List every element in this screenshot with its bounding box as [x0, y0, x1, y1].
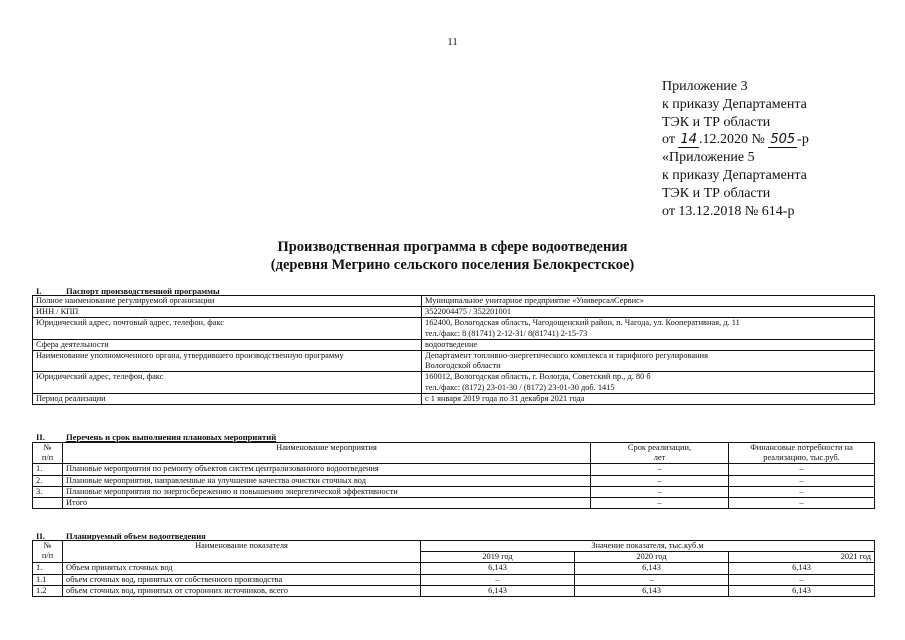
table-row — [33, 339, 875, 350]
passport-value — [422, 339, 875, 350]
date-prefix: от — [662, 132, 675, 148]
passport-value-line: 160012, Вологодская область, г. Вологда, Советский пр., д. 80 б — [425, 372, 651, 382]
header-cell: Наименование показателя — [63, 541, 421, 563]
value-2020: 6,143 — [575, 585, 729, 596]
annex-line: ТЭК и ТР области — [662, 114, 771, 130]
passport-label: Юридический адрес, телефон, факс — [33, 372, 422, 393]
passport-label: Период реализации — [33, 393, 422, 404]
passport-table-body — [33, 296, 875, 405]
activity-name: Плановые мероприятия по ремонту объектов систем централизованного водоотведения — [63, 464, 591, 475]
annex-line: Приложение 3 — [662, 79, 748, 94]
row-number — [33, 498, 63, 509]
passport-table — [32, 295, 875, 405]
value-2019: – — [421, 574, 575, 585]
passport-label: ИНН / КПП — [33, 307, 422, 318]
value-2021: 6,143 — [729, 563, 875, 574]
passport-value — [422, 351, 875, 372]
year-header: 2020 год — [575, 552, 729, 563]
passport-label: Сфера деятельности — [33, 339, 422, 350]
table-header-row — [33, 541, 875, 552]
passport-value-line: тел./факс: (8172) 23-01-30 / (8172) 23-01-30 доб. 1415 — [425, 382, 615, 392]
activity-term: – — [591, 464, 729, 475]
passport-value-line: тел./факс: 8 (81741) 2-12-31/ 8(81741) 2-15-73 — [425, 328, 588, 338]
passport-value — [422, 393, 875, 404]
annex-line: к приказу Департамента — [662, 96, 807, 112]
passport-value-line: Вологодской области — [425, 361, 501, 371]
passport-value-line: 162400, Вологодская область, Чагодощенский район, п. Чагода, ул. Кооперативная, д. 11 — [425, 318, 740, 328]
header-cell: Значение показателя, тыс.куб.м — [421, 541, 875, 552]
value-2020: 6,143 — [575, 563, 729, 574]
activity-term: – — [591, 475, 729, 486]
year-header: 2021 год — [729, 552, 875, 563]
section-number: II. — [36, 531, 45, 541]
section-title: Планируемый объем водоотведения — [66, 531, 206, 541]
section-title: Паспорт производственной программы — [66, 286, 220, 296]
document-title — [0, 238, 905, 274]
indicator-name: объем сточных вод, принятых от сторонних источников, всего — [63, 585, 421, 596]
title-line-2: (деревня Мегрино сельского поселения Белокрестское) — [270, 257, 635, 273]
handwritten-order-number: 505 — [770, 132, 796, 148]
section-title: Перечень и срок выполнения плановых мероприятий — [66, 432, 277, 442]
header-cell: Финансовые потребности на реализацию, тыс.руб. — [729, 443, 875, 464]
table-row — [33, 318, 875, 339]
annex-line: от 13.12.2018 № 614-р — [662, 203, 795, 219]
table-row — [33, 475, 875, 486]
annex-date-line — [662, 131, 809, 149]
annex-line: «Приложение 5 — [662, 150, 755, 166]
page-number: 11 — [447, 36, 458, 48]
activity-finance: – — [729, 475, 875, 486]
title-line-1: Производственная программа в сфере водоотведения — [277, 239, 628, 255]
table-row — [33, 486, 875, 497]
table-row — [33, 563, 875, 574]
passport-value-line: 3522004475 / 352201001 — [425, 307, 512, 317]
table-row — [33, 464, 875, 475]
table-header-row — [33, 443, 875, 464]
table-row — [33, 307, 875, 318]
order-suffix: -р — [797, 132, 809, 148]
passport-value-line: с 1 января 2019 года по 31 декабря 2021 года — [425, 393, 585, 403]
header-cell: № п/п — [33, 443, 63, 464]
activity-finance: – — [729, 486, 875, 497]
section-number: II. — [36, 432, 45, 442]
passport-value-line: Департамент топливно-энергетического комплекса и тарифного регулирования — [425, 351, 708, 361]
activity-name: Плановые мероприятия, направленные на улучшение качества очистки сточных вод — [63, 475, 591, 486]
value-2020: – — [575, 574, 729, 585]
table-row — [33, 296, 875, 307]
activities-table-body — [33, 464, 875, 509]
value-2021: – — [729, 574, 875, 585]
annex-line: ТЭК и ТР области — [662, 185, 771, 201]
activity-name: Итого — [63, 498, 591, 509]
passport-value-line: Муниципальное унитарное предприятие «УниверсалСервис» — [425, 296, 644, 305]
passport-label: Юридический адрес, почтовый адрес, телефон, факс — [33, 318, 422, 339]
passport-value — [422, 296, 875, 307]
annex-header — [662, 78, 809, 220]
table-row — [33, 372, 875, 393]
header-cell: Наименование мероприятия — [63, 443, 591, 464]
volume-table-body — [33, 563, 875, 597]
value-2021: 6,143 — [729, 585, 875, 596]
row-number: 1.1 — [33, 574, 63, 585]
row-number: 1.2 — [33, 585, 63, 596]
annex-line: к приказу Департамента — [662, 167, 807, 183]
year-header: 2019 год — [421, 552, 575, 563]
indicator-name: Объем принятых сточных вод — [63, 563, 421, 574]
passport-value — [422, 372, 875, 393]
table-row — [33, 498, 875, 509]
section-2-heading — [36, 432, 276, 442]
row-number: 1. — [33, 563, 63, 574]
activities-table — [32, 442, 875, 509]
passport-value — [422, 318, 875, 339]
table-row — [33, 351, 875, 372]
row-number: 3. — [33, 486, 63, 497]
passport-value — [422, 307, 875, 318]
activity-term: – — [591, 498, 729, 509]
activity-name: Плановые мероприятия по энергосбережению и повышению энергетической эффективности — [63, 486, 591, 497]
handwritten-day: 14 — [680, 132, 697, 148]
passport-label: Полное наименование регулируемой организации — [33, 296, 422, 307]
row-number: 1. — [33, 464, 63, 475]
passport-value-line: водоотведение — [425, 339, 478, 349]
activity-finance: – — [729, 498, 875, 509]
section-number: I. — [36, 286, 42, 296]
activity-term: – — [591, 486, 729, 497]
indicator-name: объем сточных вод, принятых от собственного производства — [63, 574, 421, 585]
volume-table — [32, 540, 875, 597]
header-cell: № п/п — [33, 541, 63, 563]
activity-finance: – — [729, 464, 875, 475]
table-row — [33, 585, 875, 596]
passport-label: Наименование уполномоченного органа, утвердившего производственную программу — [33, 351, 422, 372]
value-2019: 6,143 — [421, 585, 575, 596]
table-row — [33, 393, 875, 404]
table-row — [33, 574, 875, 585]
date-rest: .12.2020 № — [698, 132, 765, 148]
row-number: 2. — [33, 475, 63, 486]
header-cell: Срок реализации, лет — [591, 443, 729, 464]
value-2019: 6,143 — [421, 563, 575, 574]
